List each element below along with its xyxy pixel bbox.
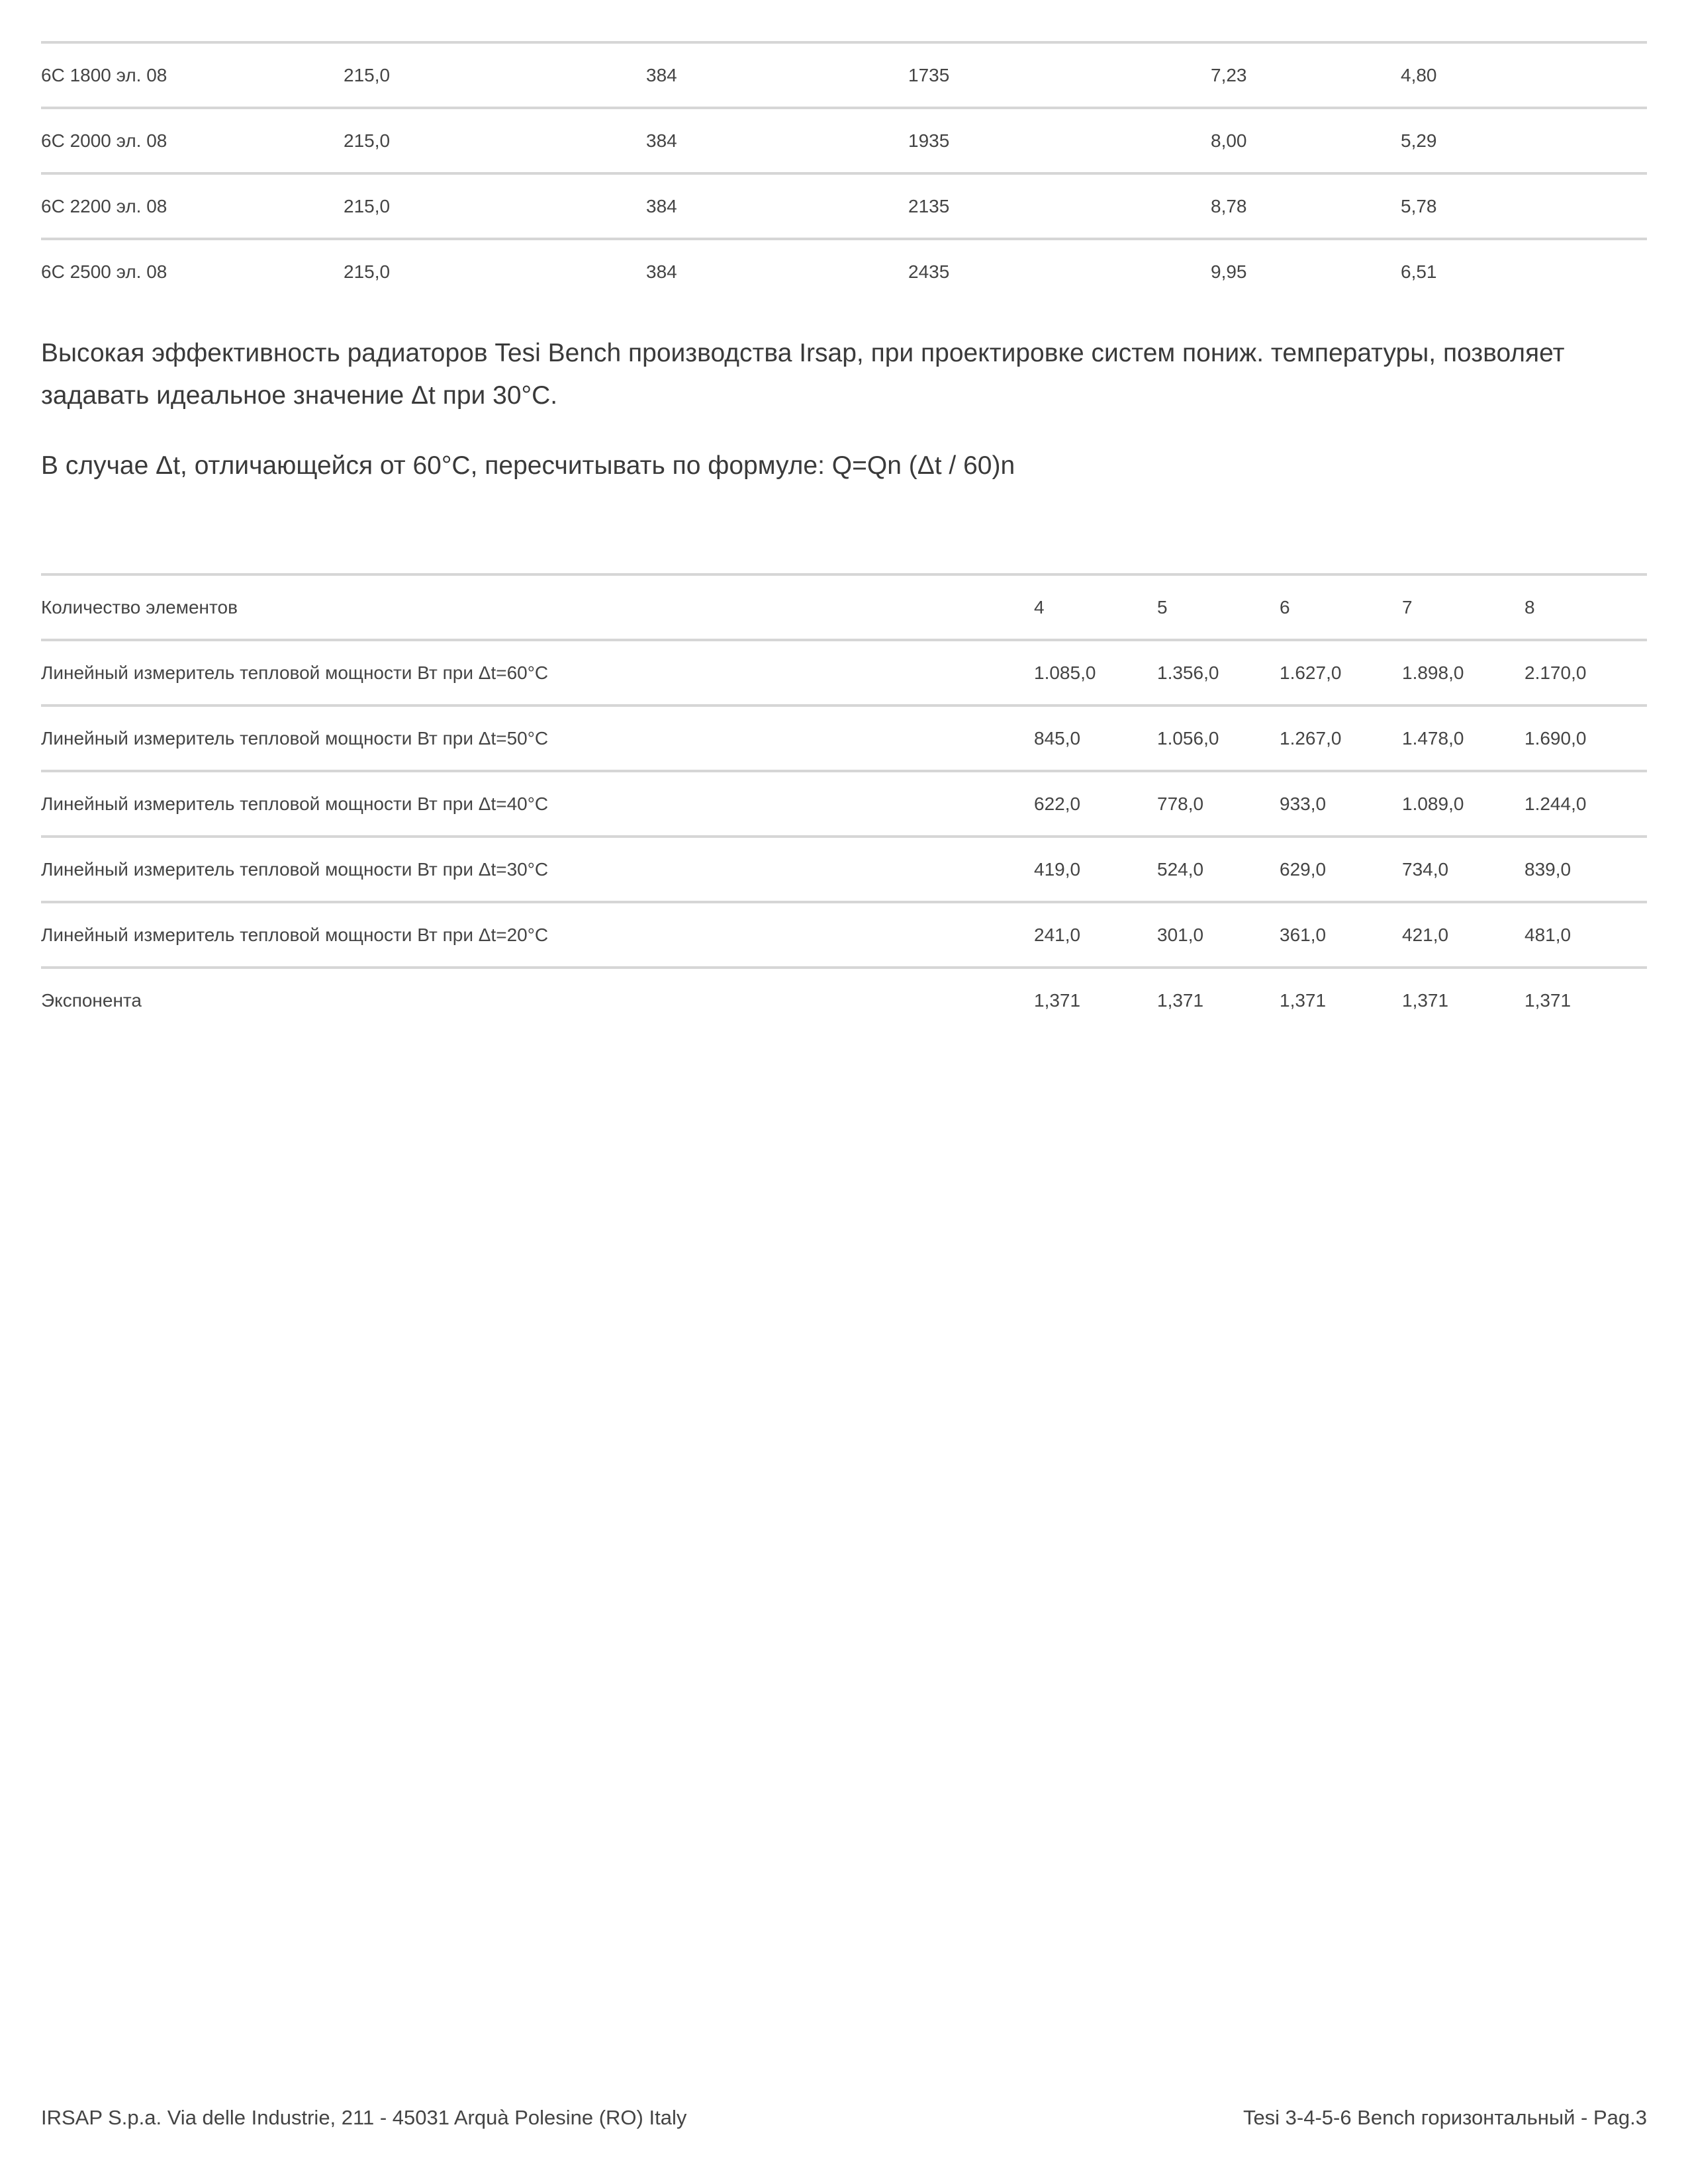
column-header: 4: [1034, 596, 1045, 617]
row-label: Линейный измеритель тепловой мощности Вт при Δt=30°С: [41, 858, 549, 880]
table-cell: 241,0: [1034, 924, 1081, 945]
table-cell: 8,78: [1211, 195, 1247, 216]
table-cell: 1.478,0: [1402, 727, 1464, 749]
heat-output-table: [41, 573, 1647, 1032]
table-row: [41, 173, 1647, 239]
table-cell: 384: [646, 130, 677, 151]
table-cell: 778,0: [1157, 793, 1204, 814]
table-cell: 384: [646, 195, 677, 216]
table-cell: 384: [646, 64, 677, 85]
table-cell: 215,0: [344, 64, 391, 85]
table-cell: 1.356,0: [1157, 662, 1219, 683]
table-cell: 481,0: [1524, 924, 1571, 945]
table-cell: 1935: [908, 130, 950, 151]
row-label: Линейный измеритель тепловой мощности Вт при Δt=50°С: [41, 727, 549, 749]
model-name: 6C 2000 эл. 08: [41, 130, 167, 151]
column-header: 6: [1280, 596, 1290, 617]
row-label: Экспонента: [41, 990, 142, 1011]
table-cell: 1.690,0: [1524, 727, 1587, 749]
table-row: [41, 837, 1647, 902]
table-row: [41, 771, 1647, 837]
table-cell: 734,0: [1402, 858, 1449, 880]
footer-page-label: Tesi 3-4-5-6 Bench горизонтальный - Pag.3: [1243, 2106, 1647, 2129]
table-cell: 301,0: [1157, 924, 1204, 945]
column-header: Количество элементов: [41, 596, 238, 617]
table-row: [41, 968, 1647, 1032]
table-cell: 1.898,0: [1402, 662, 1464, 683]
table-cell: 1,371: [1402, 990, 1449, 1011]
table-cell: 384: [646, 261, 677, 282]
table-cell: 622,0: [1034, 793, 1081, 814]
table-cell: 2435: [908, 261, 950, 282]
table-row: [41, 902, 1647, 968]
table-cell: 361,0: [1280, 924, 1327, 945]
table-cell: 5,78: [1401, 195, 1437, 216]
table-cell: 4,80: [1401, 64, 1437, 85]
efficiency-paragraph: Высокая эффективность радиаторов Tesi Bench производства Irsap, при проектировке систем пониж. температуры, позволяет задавать идеальное значение Δt при 30°С.: [41, 339, 1565, 410]
row-label: Линейный измеритель тепловой мощности Вт при Δt=20°С: [41, 924, 549, 945]
table-cell: 933,0: [1280, 793, 1327, 814]
table-cell: 1.089,0: [1402, 793, 1464, 814]
footer-company-address: IRSAP S.p.a. Via delle Industrie, 211 - 45031 Arquà Polesine (RO) Italy: [41, 2106, 687, 2129]
table-cell: 421,0: [1402, 924, 1449, 945]
table-cell: 5,29: [1401, 130, 1437, 151]
table-cell: 845,0: [1034, 727, 1081, 749]
formula-paragraph: В случае Δt, отличающейся от 60°С, пересчитывать по формуле: Q=Qn (Δt / 60)n: [41, 451, 1015, 480]
table-cell: 1.056,0: [1157, 727, 1219, 749]
column-header: 5: [1157, 596, 1168, 617]
model-name: 6C 1800 эл. 08: [41, 64, 167, 85]
table-cell: 524,0: [1157, 858, 1204, 880]
table-cell: 1,371: [1034, 990, 1081, 1011]
column-header: 7: [1402, 596, 1413, 617]
table-cell: 1.267,0: [1280, 727, 1342, 749]
column-header: 8: [1524, 596, 1535, 617]
table-cell: 215,0: [344, 261, 391, 282]
table-cell: 6,51: [1401, 261, 1437, 282]
table-cell: 7,23: [1211, 64, 1247, 85]
table-row: [41, 640, 1647, 705]
models-table: [41, 41, 1647, 304]
table-cell: 839,0: [1524, 858, 1571, 880]
table-cell: 1.085,0: [1034, 662, 1096, 683]
table-cell: 1.627,0: [1280, 662, 1342, 683]
table-cell: 215,0: [344, 195, 391, 216]
model-name: 6C 2500 эл. 08: [41, 261, 167, 282]
table-row: [41, 239, 1647, 304]
table-cell: 1,371: [1157, 990, 1204, 1011]
table-cell: 1,371: [1280, 990, 1327, 1011]
row-label: Линейный измеритель тепловой мощности Вт при Δt=60°С: [41, 662, 549, 683]
table-row: [41, 705, 1647, 771]
table-cell: 9,95: [1211, 261, 1247, 282]
table-cell: 1735: [908, 64, 950, 85]
table-cell: 215,0: [344, 130, 391, 151]
table-cell: 1.244,0: [1524, 793, 1587, 814]
table-cell: 2.170,0: [1524, 662, 1587, 683]
row-label: Линейный измеритель тепловой мощности Вт при Δt=40°С: [41, 793, 549, 814]
model-name: 6C 2200 эл. 08: [41, 195, 167, 216]
table-cell: 8,00: [1211, 130, 1247, 151]
table-row: [41, 42, 1647, 108]
table-header-row: [41, 574, 1647, 640]
table-cell: 1,371: [1524, 990, 1571, 1011]
table-cell: 629,0: [1280, 858, 1327, 880]
table-row: [41, 108, 1647, 173]
table-cell: 419,0: [1034, 858, 1081, 880]
table-cell: 2135: [908, 195, 950, 216]
